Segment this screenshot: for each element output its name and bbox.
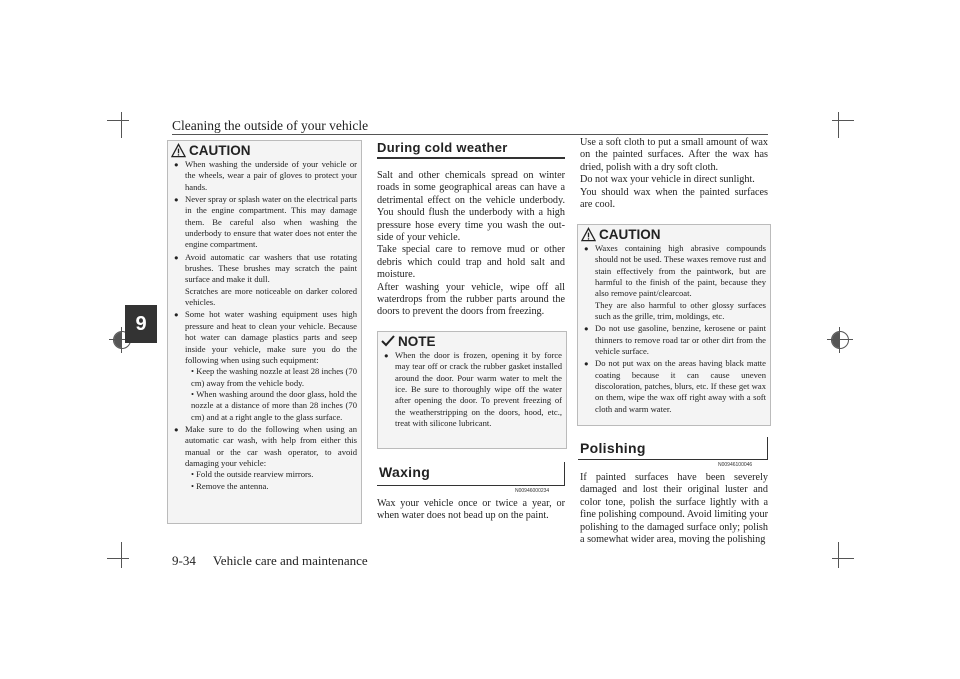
caution-item-text: When washing the underside of your vehicle or the wheels, wear a pair of gloves to protect your hands. [185, 159, 357, 192]
left-caution-box [167, 140, 362, 524]
caution-label: CAUTION [189, 142, 251, 158]
caution-list [168, 159, 361, 492]
caution-heading [578, 225, 770, 243]
crop-mark [121, 542, 122, 568]
caution-item-text: Do not use gasoline, benzine, kerosene or paint thinners to remove road tar or other dirt from the vehicle surface. [595, 323, 766, 357]
cold-weather-body: Salt and other chemicals spread on winter roads in some geographical areas can have a detrimental effect on the vehicle underbody. You should flush the underbody with a high pressure hose every time you wash the out-side of your vehicle. Take special care to remove mud or other debris which could trap and hold salt and moisture. After washing your vehicle, wipe off all waterdrops from the rubber parts around the doors to prevent the doors from freezing. [377, 170, 565, 318]
warning-triangle-icon [581, 227, 596, 242]
caution-item [174, 194, 357, 251]
note-label: NOTE [398, 333, 436, 349]
caution-item [174, 159, 357, 193]
caution-subitem: • Keep the washing nozzle at least 28 inches (70 cm) away from the vehicle body. [191, 366, 357, 388]
caution-item [174, 309, 357, 422]
caution-subitem: • When washing around the door glass, hold the nozzle at a distance of more than 28 inches (70 cm) and at a right angle to the glass surface. [191, 388, 357, 422]
crop-mark [832, 120, 854, 121]
section-heading-polishing: Polishing [580, 440, 646, 456]
footer-section-name: Vehicle care and maintenance [212, 553, 368, 568]
caution-item-text: Some hot water washing equipment uses high pressure and heat to clean your vehicle. Because hot water can damage plastics parts and seep inside your vehicle, make sure you do the following when using such equipment: [185, 309, 357, 365]
crop-mark [107, 120, 129, 121]
pencil-note-icon [381, 335, 395, 347]
note-item: ● When the door is frozen, opening it by force may tear off or crack the rubber gasket installed around the door. Pour warm water to melt the ice. Be sure to thoroughly wipe off the water after opening the door. To prevent freezing of the weatherstripping on the doors, hood, etc., treat with silicone lubricant. [384, 350, 562, 429]
caution-item [584, 323, 766, 357]
running-header-title: Cleaning the outside of your vehicle [172, 118, 369, 133]
section-rule-tick [564, 462, 565, 486]
caution-item-extra: Scratches are more noticeable on darker colored vehicles. [185, 285, 357, 308]
caution-sublist [185, 469, 357, 492]
crop-mark [832, 558, 854, 559]
caution-item-text: Avoid automatic car washers that use rotating brushes. These brushes may scratch the paint surface and make it dull. [185, 251, 357, 285]
section-rule-tick [767, 437, 768, 460]
registration-mark-right [831, 331, 849, 349]
caution-subitem: • Fold the outside rearview mirrors. [191, 469, 314, 480]
page-number: 9-34 [172, 553, 196, 568]
section-code: N00946100046 [718, 462, 753, 468]
caution-item [174, 424, 357, 492]
wax-instructions: Use a soft cloth to put a small amount of wax on the painted surfaces. After the wax has dried, polish with a dry soft cloth. Do not wax your vehicle in direct sunlight. You should wax when the painted surfaces are cool. [580, 137, 768, 211]
caution-item [584, 243, 766, 322]
caution-item-extra: They are also harmful to other glossy surfaces such as the grille, trim, moldings, etc. [595, 299, 766, 322]
polishing-body: If painted surfaces have been severely damaged and lost their original luster and color tone, polish the surface lightly with a fine polishing compound. Avoid limiting your polishing to the damaged surface only; polish a somewhat wider area, moving the polishing [580, 472, 768, 546]
waxing-body: Wax your vehicle once or twice a year, or when water does not bead up on the paint. [377, 498, 565, 522]
section-heading-waxing: Waxing [379, 464, 431, 480]
caution-heading [168, 141, 361, 159]
section-rule [578, 459, 768, 460]
crop-mark [838, 112, 839, 138]
section-heading-cold-weather: During cold weather [377, 140, 565, 159]
caution-item-text: Make sure to do the following when using an automatic car wash, with help from either this manual or the car wash operator, to avoid damaging your vehicle: [185, 423, 357, 468]
warning-triangle-icon [171, 143, 186, 158]
caution-item-text: Waxes containing high abrasive compounds should not be used. These waxes remove rust and stain effectively from the paintwork, but are harmful to the finish of the paint, because they also remove paint/clearcoat. [595, 243, 766, 299]
note-heading [378, 332, 566, 350]
caution-item [584, 358, 766, 415]
section-code: N00946000234 [515, 488, 550, 494]
caution-item-text: Never spray or splash water on the electrical parts in the engine compartment. This may damage them. Be careful also when washing the underbody to ensure that water does not enter the engine compartment. [185, 194, 357, 250]
caution-list [578, 243, 770, 415]
caution-item [174, 252, 357, 309]
caution-subitem: • Remove the antenna. [191, 480, 269, 491]
caution-sublist [185, 366, 357, 423]
right-caution-box [577, 224, 771, 426]
section-rule [377, 157, 565, 158]
section-rule [377, 485, 565, 486]
note-list [378, 350, 566, 429]
crop-mark [107, 558, 129, 559]
caution-label: CAUTION [599, 226, 661, 242]
chapter-tab: 9 [125, 305, 157, 343]
page-footer [172, 553, 368, 569]
crop-mark [838, 542, 839, 568]
crop-mark [121, 112, 122, 138]
note-box [377, 331, 567, 449]
header-rule [172, 134, 768, 135]
caution-item-text: Do not put wax on the areas having black matte coating because it can cause uneven discoloration, patches, blurs, etc. If these get wax on them, wipe the wax off right away with a soft cloth and warm water. [595, 358, 766, 414]
